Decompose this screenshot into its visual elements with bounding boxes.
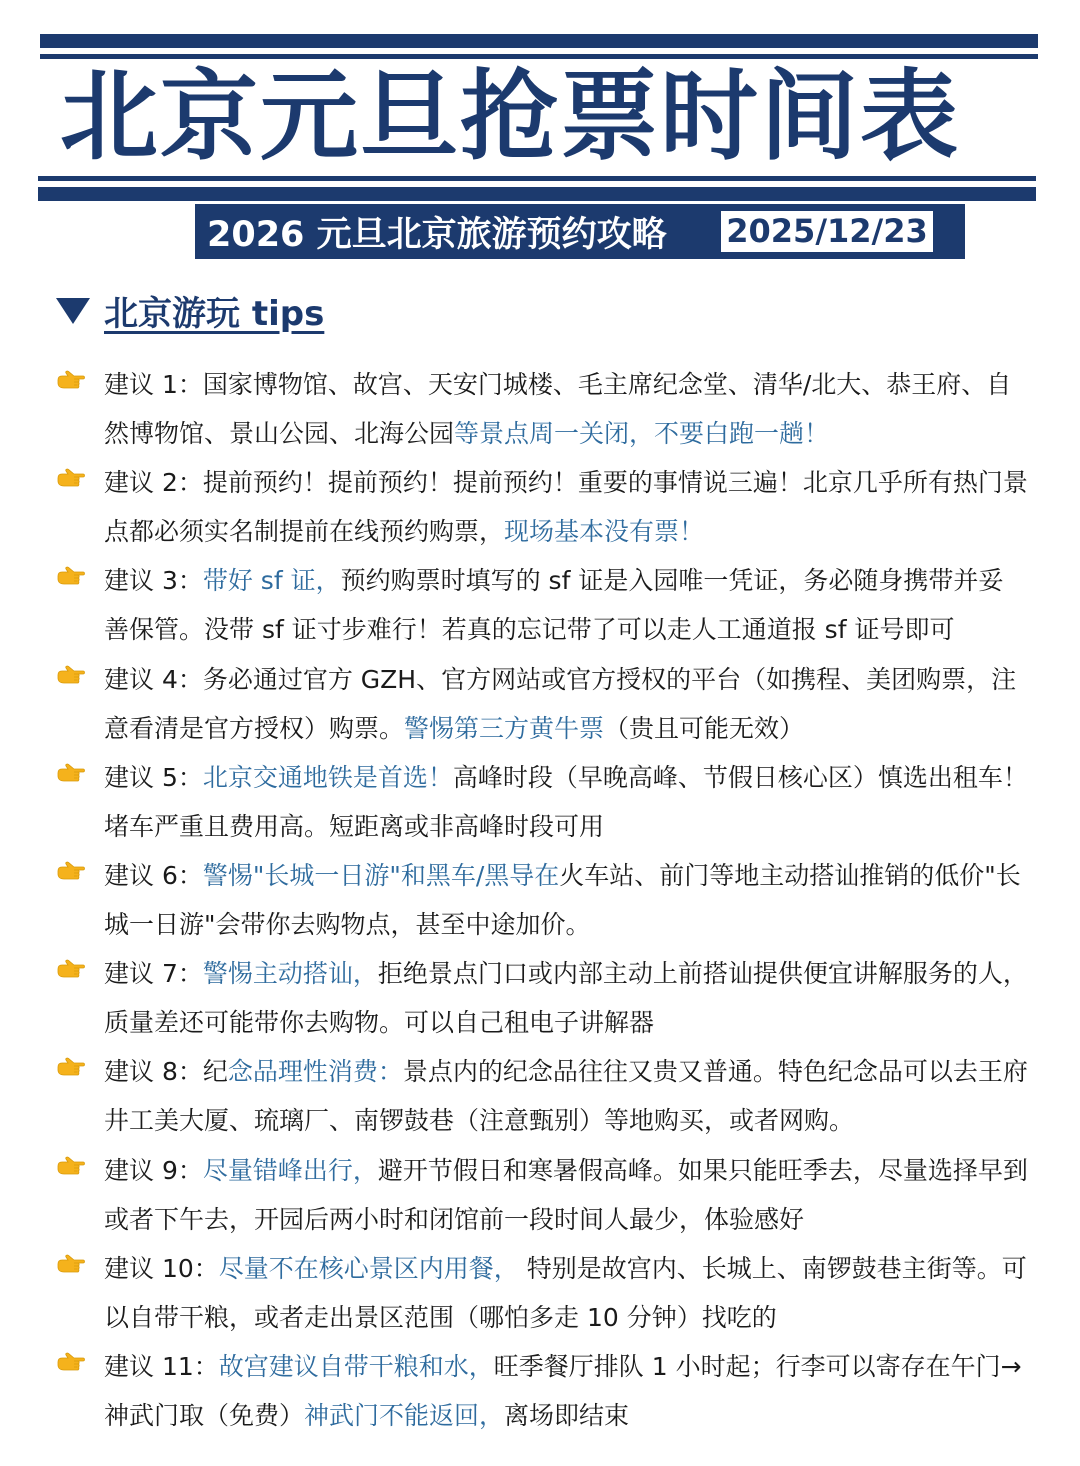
tip-label: 建议 7：	[104, 959, 203, 989]
tip-label: 建议 8：	[104, 1057, 203, 1087]
tip-highlight: 念品理性消费：	[227, 1057, 403, 1087]
tip-text	[104, 1146, 1028, 1244]
pointing-hand-icon	[56, 1047, 104, 1083]
tip-text	[104, 655, 1028, 753]
tip-item	[56, 1047, 1032, 1145]
pointing-hand-icon	[56, 851, 104, 887]
tip-text	[104, 753, 1028, 851]
tip-label: 建议 1：	[104, 370, 203, 399]
subtitle-banner	[195, 204, 965, 259]
tip-highlight: 故宫建议自带干粮和水，	[218, 1351, 494, 1381]
tip-body: 特别是故宫内、长城上、南锣鼓巷主街等。可以自带干粮，或者走出景区范围（哪怕多走 10 分钟）找吃的	[104, 1253, 1027, 1332]
tip-item	[56, 753, 1032, 851]
tip-item	[56, 1342, 1032, 1440]
tip-item	[56, 1146, 1032, 1244]
tip-label: 建议 2：	[104, 468, 203, 498]
section-header	[56, 286, 324, 335]
pointing-hand-icon	[56, 1342, 104, 1378]
tip-body: 景点内的纪念品往往又贵又普通。特色纪念品可以去王府井工美大厦、琉璃厂、南锣鼓巷（注意甄别）等地购买，或者网购。	[104, 1057, 1028, 1136]
tip-body: 预约购票时填写的 sf 证是入园唯一凭证，务必随身携带并妥善保管。没带 sf 证寸步难行！若真的忘记带了可以走人工通道报 sf 证号即可	[104, 566, 1004, 645]
tip-item	[56, 655, 1032, 753]
tip-highlight: 带好 sf 证，	[202, 566, 341, 596]
tip-item	[56, 1244, 1032, 1342]
page-title: 北京元旦抢票时间表	[60, 60, 961, 174]
tip-highlight: 警惕主动搭讪，	[202, 959, 378, 989]
pointing-hand-icon	[56, 655, 104, 691]
tip-label: 建议 10：	[104, 1253, 219, 1283]
tip-text	[104, 851, 1028, 949]
tip-highlight: 北京交通地铁是首选！	[202, 762, 453, 792]
tip-text	[104, 949, 1028, 1047]
tip-label: 建议 4：	[104, 664, 203, 694]
tip-highlight: 等景点周一关闭，不要白跑一趟！	[454, 419, 830, 448]
tip-label: 建议 9：	[104, 1155, 203, 1185]
top-border-thick	[40, 34, 1038, 48]
tip-body: 高峰时段（早晚高峰、节假日核心区）慎选出租车！堵车严重且费用高。短距离或非高峰时段可用	[104, 762, 1028, 841]
tip-text	[104, 1244, 1028, 1342]
tip-body: 旺季餐厅排队 1 小时起；行李可以寄存在午门→神武门取（免费）	[104, 1351, 1022, 1430]
tip-body: 拒绝景点门口或内部主动上前搭讪提供便宜讲解服务的人，质量差还可能带你去购物。可以自己租电子讲解器	[104, 959, 1028, 1038]
tip-label: 建议 11：	[104, 1351, 219, 1381]
tip-item	[56, 949, 1032, 1047]
tip-highlight: 警惕第三方黄牛票	[404, 713, 605, 743]
pointing-hand-icon	[56, 753, 104, 789]
tip-text	[104, 360, 1028, 458]
tip-text	[104, 556, 1028, 654]
tip-highlight: 现场基本没有票！	[504, 517, 705, 547]
tip-highlight: 警惕"长城一日游"和黑车/黑导在	[202, 860, 560, 890]
tip-item	[56, 556, 1032, 654]
date-badge: 2025/12/23	[721, 211, 933, 252]
tip-item	[56, 458, 1032, 556]
tip-body: 离场即结束	[504, 1400, 630, 1430]
tip-highlight: 尽量不在核心景区内用餐，	[218, 1253, 519, 1283]
tip-item	[56, 851, 1032, 949]
tip-label: 建议 5：	[104, 762, 203, 792]
pointing-hand-icon	[56, 458, 104, 494]
tip-body: 火车站、前门等地主动搭讪推销的低价"长城一日游"会带你去购物点，甚至中途加价。	[104, 860, 1021, 939]
tip-item	[56, 360, 1032, 458]
tip-body: 务必通过官方 GZH、官方网站或官方授权的平台（如携程、美团购票，注意看清是官方授权）购票。	[104, 664, 1017, 743]
tip-label: 建议 3：	[104, 566, 203, 596]
tip-body: 避开节假日和寒暑假高峰。如果只能旺季去，尽量选择早到或者下午去，开园后两小时和闭馆前一段时间人最少，体验感好	[104, 1155, 1028, 1234]
tips-list	[56, 360, 1032, 1440]
tip-body: 纪	[202, 1057, 228, 1087]
pointing-hand-icon	[56, 1146, 104, 1182]
tip-text	[104, 458, 1028, 556]
title-border-thin	[38, 176, 1036, 181]
section-title: 北京游玩 tips	[104, 294, 325, 334]
tip-body: 国家博物馆、故宫、天安门城楼、毛主席纪念堂、清华/北大、恭王府、自然博物馆、景山公园、北海公园	[104, 370, 1012, 448]
tip-text	[104, 1342, 1028, 1440]
pointing-hand-icon	[56, 949, 104, 985]
subtitle: 2026 元旦北京旅游预约攻略	[207, 214, 667, 255]
tip-body: （贵且可能无效）	[604, 713, 805, 743]
tip-text	[104, 1047, 1028, 1145]
pointing-hand-icon	[56, 1244, 104, 1280]
pointing-hand-icon	[56, 556, 104, 592]
title-border-thick	[38, 187, 1036, 201]
tip-body: 提前预约！提前预约！提前预约！重要的事情说三遍！北京几乎所有热门景点都必须实名制提前在线预约购票，	[104, 468, 1028, 547]
pointing-hand-icon	[56, 360, 104, 396]
triangle-down-icon	[56, 298, 90, 324]
tip-label: 建议 6：	[104, 860, 203, 890]
tip-highlight: 神武门不能返回，	[304, 1400, 505, 1430]
tip-highlight: 尽量错峰出行，	[202, 1155, 378, 1185]
